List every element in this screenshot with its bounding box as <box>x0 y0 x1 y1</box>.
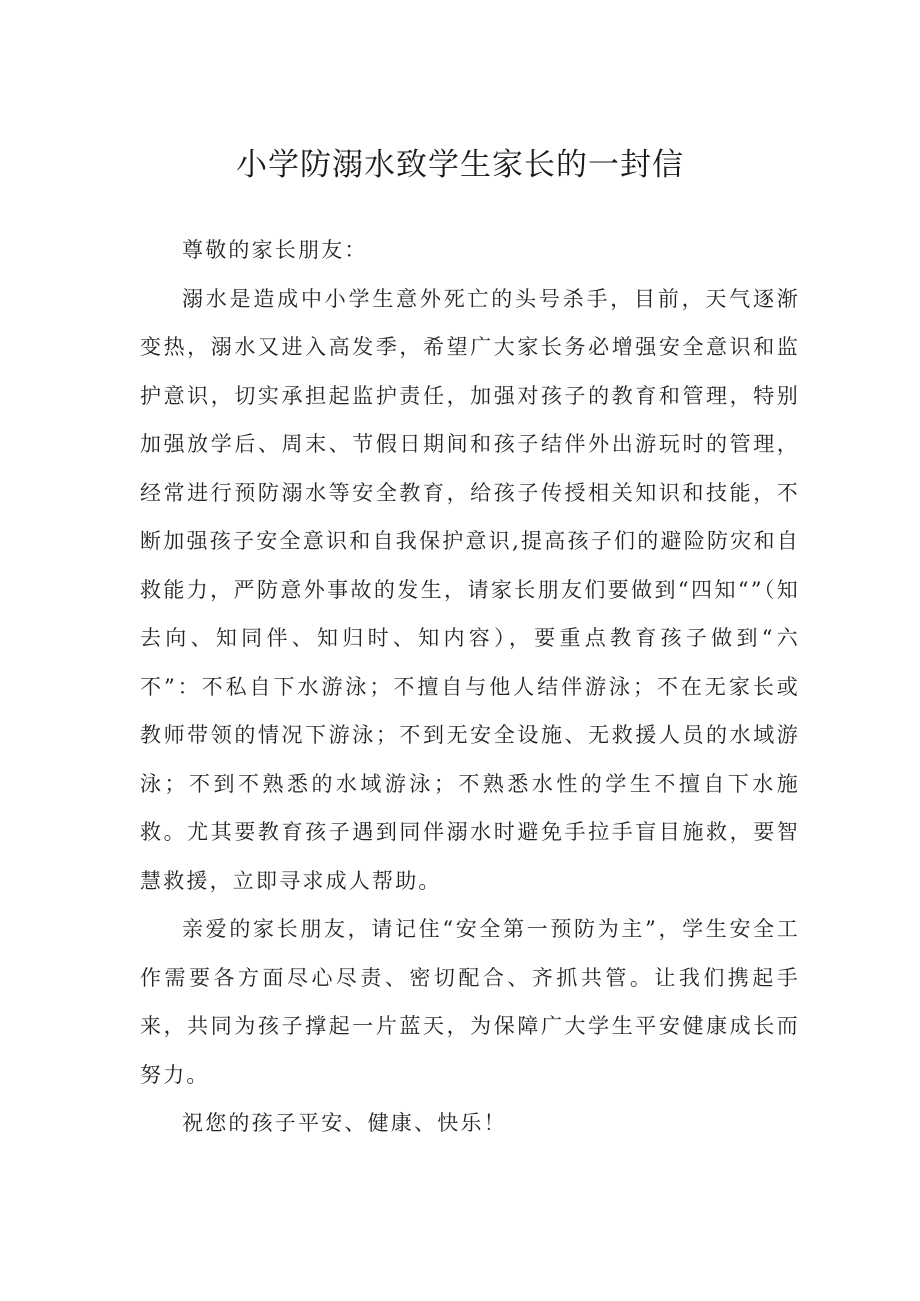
page-title: 小学防溺水致学生家长的一封信 <box>236 147 684 183</box>
salutation: 尊敬的家长朋友： <box>182 238 368 262</box>
paragraph-1: 溺水是造成中小学生意外死亡的头号杀手，目前，天气逐渐变热，溺水又进入高发季，希望广大家长务必增强安全意识和监护意识，切实承担起监护责任，加强对孩子的教育和管理，特别加强放学后、周末、节假日期间和孩子结伴外出游玩时的管理，经常进行预防溺水等安全教育，给孩子传授相关知识和技能，不断加强孩子安全意识和自我保护意识,提高孩子们的避险防灾和自救能力，严防意外事故的发生，请家长朋友们要做到“四知“”（知去向、知同伴、知归时、知内容），要重点教育孩子做到“六不”：不私自下水游泳；不擅自与他人结伴游泳；不在无家长或教师带领的情况下游泳；不到无安全设施、无救援人员的水域游泳；不到不熟悉的水域游泳；不熟悉水性的学生不擅自下水施救。尤其要教育孩子遇到同伴溺水时避免手拉手盲目施救，要智慧救援，立即寻求成人帮助。 <box>140 286 800 893</box>
closing-line: 祝您的孩子平安、健康、快乐！ <box>182 1111 507 1135</box>
paragraph-2: 亲爱的家长朋友，请记住“安全第一预防为主”，学生安全工作需要各方面尽心尽责、密切配合、齐抓共管。让我们携起手来，共同为孩子撑起一片蓝天，为保障广大学生平安健康成长而努力。 <box>140 917 800 1087</box>
letter-body <box>140 226 800 1148</box>
